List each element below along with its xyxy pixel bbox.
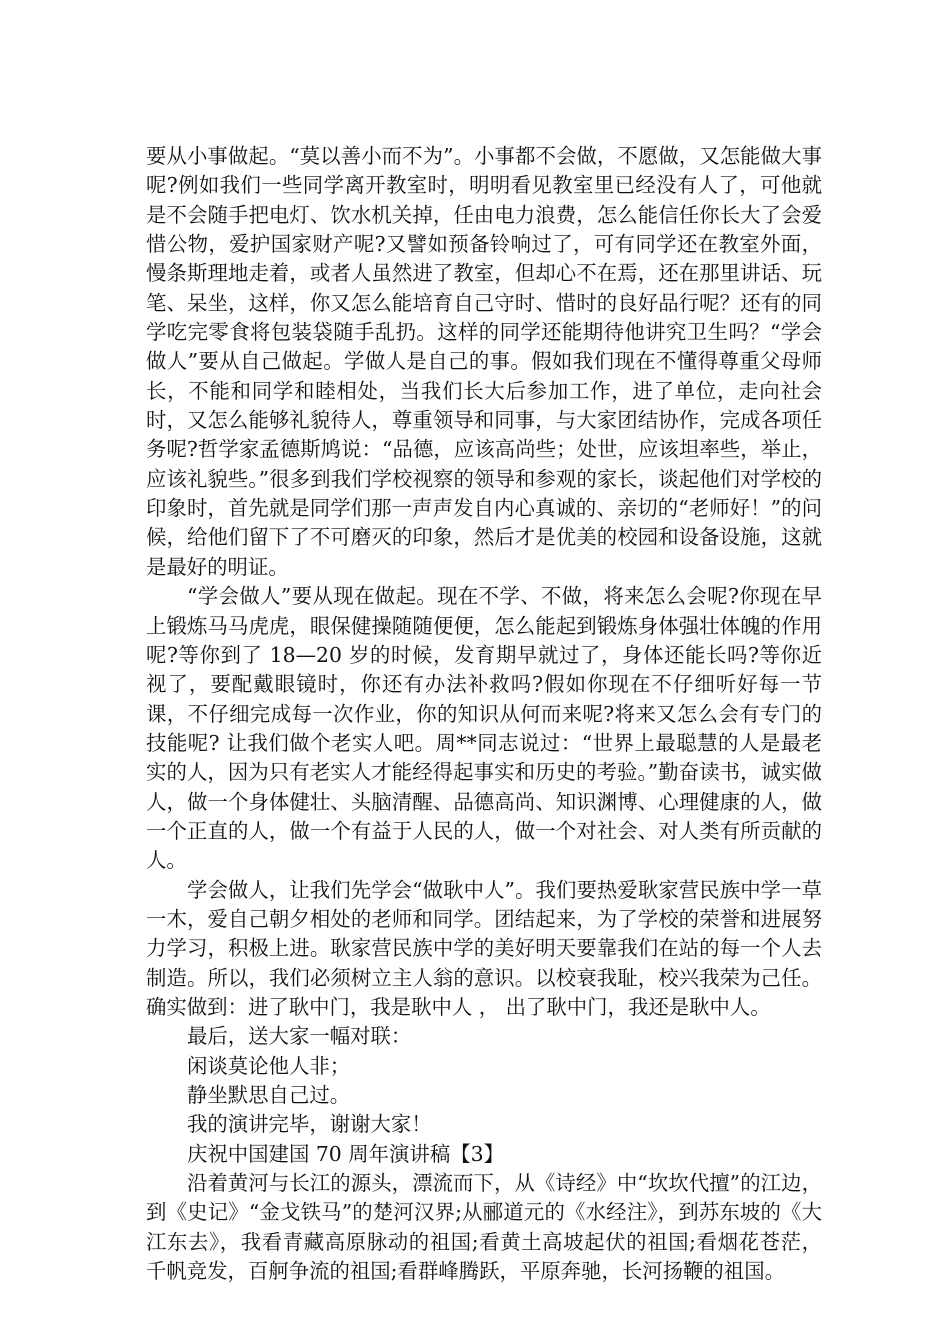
- couplet-line-2: 静坐默思自己过。: [187, 1083, 351, 1107]
- closing-thanks: 我的演讲完毕，谢谢大家！: [187, 1112, 432, 1137]
- document-body: [146, 142, 822, 1286]
- couplet-line-1: 闲谈莫论他人非；: [187, 1053, 351, 1078]
- paragraph-4: 沿着黄河与长江的源头，漂流而下，从《诗经》中“坎坎代擅”的江边，到《史记》“金戈铁马”的楚河汉界;从郦道元的《水经注》，到苏东坡的《大江东去》，我看青藏高原脉动的祖国;看黄土高坡起伏的祖国;看烟花苍茫，千帆竞发，百舸争流的祖国;看群峰腾跃，平原奔驰，长河扬鞭的祖国。: [146, 1171, 822, 1284]
- paragraph-3: 学会做人，让我们先学会“做耿中人”。我们要热爱耿家营民族中学一草一木，爱自己朝夕相处的老师和同学。团结起来，为了学校的荣誉和进展努力学习，积极上进。耿家营民族中学的美好明天要靠我们在站的每一个人去制造。所以，我们必须树立主人翁的意识。以校衰我耻，校兴我荣为己任。确实做到：进了耿中门，我是耿中人 ， 出了耿中门，我还是耿中人。: [146, 877, 822, 1019]
- paragraph-2: “学会做人”要从现在做起。现在不学、不做，将来怎么会呢?你现在早上锻炼马马虎虎，眼保健操随随便便，怎么能起到锻炼身体强壮体魄的作用呢?等你到了 18—20 岁的时候，发育期早就过了，身体还能长吗?等你近视了，要配戴眼镜时，你还有办法补救吗?假如你现在不仔细听好每一节课，不仔细完成每一次作业，你的知识从何而来呢?将来又怎么会有专门的技能呢? 让我们做个老实人吧。周**同志说过：“世界上最聪慧的人是最老实的人，因为只有老实人才能经得起事实和历史的考验。”勤奋读书，诚实做人，做一个身体健壮、头脑清醒、品德高尚、知识渊博、心理健康的人，做一个正直的人，做一个有益于人民的人，做一个对社会、对人类有所贡献的人。: [146, 584, 822, 873]
- paragraph-1: 要从小事做起。“莫以善小而不为”。小事都不会做，不愿做，又怎能做大事呢?例如我们一些同学离开教室时，明明看见教室里已经没有人了，可他就是不会随手把电灯、饮水机关掉，任由电力浪费，怎么能信任你长大了会爱惜公物，爱护国家财产呢?又譬如预备铃响过了，可有同学还在教室外面，慢条斯理地走着，或者人虽然进了教室，但却心不在焉，还在那里讲话、玩笔、呆坐，这样，你又怎么能培育自己守时、惜时的良好品行呢？还有的同学吃完零食将包装袋随手乱扔。这样的同学还能期待他讲究卫生吗？“学会做人”要从自己做起。学做人是自己的事。假如我们现在不懂得尊重父母师长，不能和同学和睦相处，当我们长大后参加工作，进了单位，走向社会时，又怎么能够礼貌待人，尊重领导和同事，与大家团结协作，完成各项任务呢?哲学家孟德斯鸠说：“品德，应该高尚些；处世，应该坦率些，举止，应该礼貌些。”很多到我们学校视察的领导和参观的家长，谈起他们对学校的印象时，首先就是同学们那一声声发自内心真诚的、亲切的“老师好！”的问候，给他们留下了不可磨灭的印象，然后才是优美的校园和设备设施，这就是最好的明证。: [146, 144, 822, 579]
- closing-intro: 最后，送大家一幅对联：: [187, 1024, 412, 1049]
- section-title: 庆祝中国建国 70 周年演讲稿【3】: [187, 1141, 504, 1166]
